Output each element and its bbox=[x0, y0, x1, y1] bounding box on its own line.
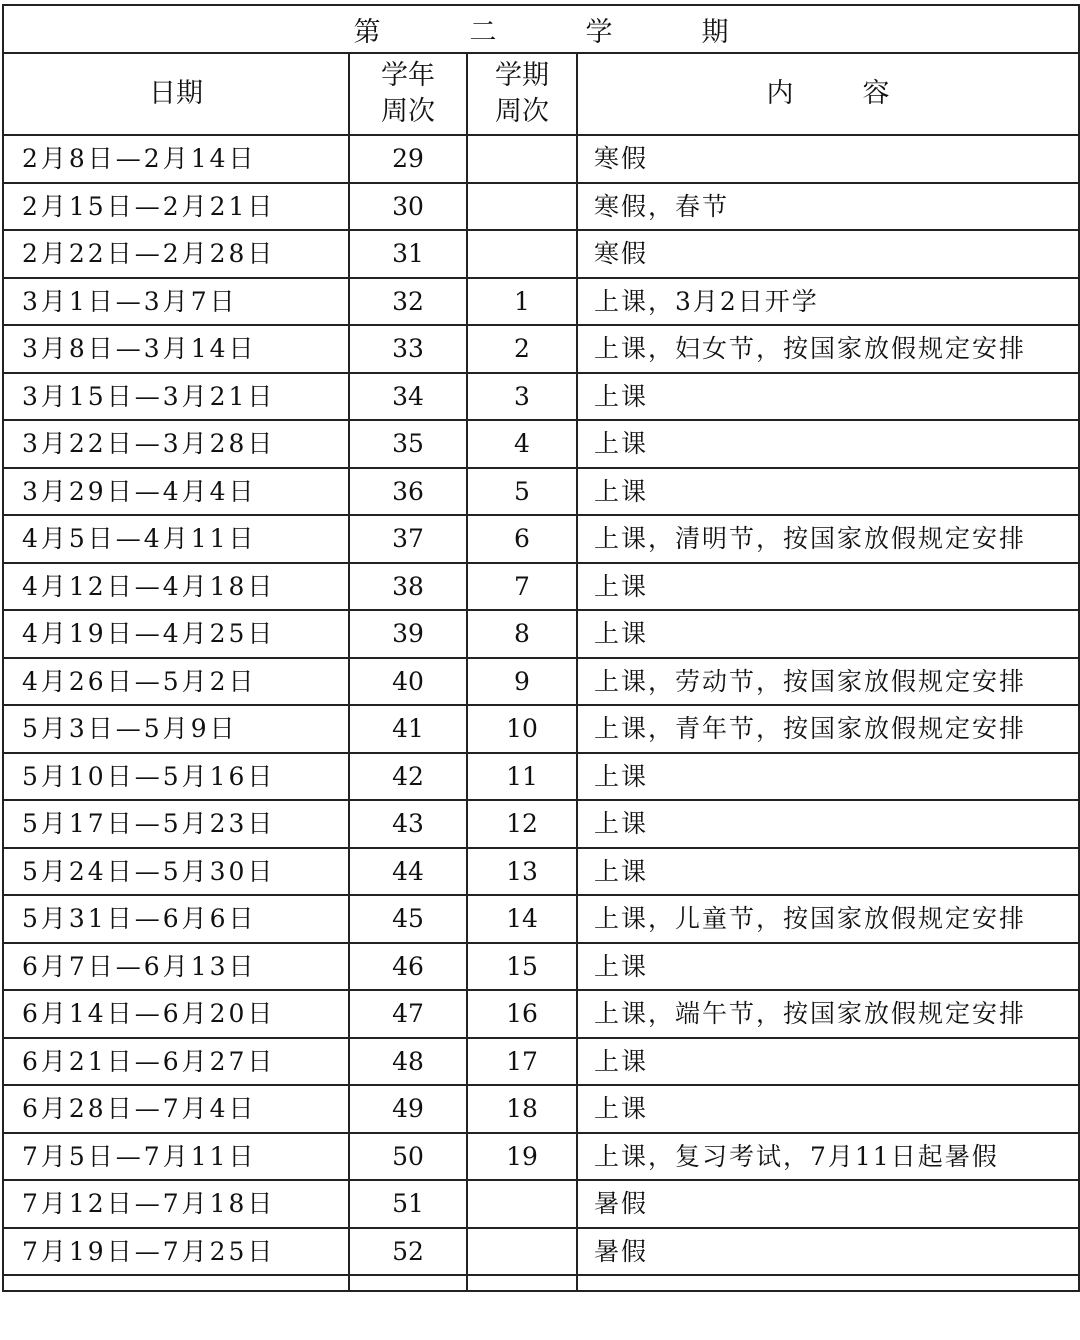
date-cell: 3月8日—3月14日 bbox=[3, 325, 349, 373]
content-cell: 上课，复习考试，7月11日起暑假 bbox=[577, 1133, 1079, 1181]
table-row bbox=[3, 753, 1079, 801]
year-week-cell: 48 bbox=[349, 1038, 467, 1086]
year-week-cell: 35 bbox=[349, 420, 467, 468]
date-cell: 2月8日—2月14日 bbox=[3, 135, 349, 183]
term-week-cell: 11 bbox=[467, 753, 577, 801]
content-cell: 上课，儿童节，按国家放假规定安排 bbox=[577, 895, 1079, 943]
content-column-header bbox=[577, 53, 1079, 135]
date-cell: 4月26日—5月2日 bbox=[3, 658, 349, 706]
content-cell: 上课 bbox=[577, 420, 1079, 468]
table-row bbox=[3, 990, 1079, 1038]
table-row bbox=[3, 135, 1079, 183]
term-week-cell: 16 bbox=[467, 990, 577, 1038]
year-week-cell: 43 bbox=[349, 800, 467, 848]
date-cell: 5月31日—6月6日 bbox=[3, 895, 349, 943]
term-week-cell: 13 bbox=[467, 848, 577, 896]
term-week-cell: 5 bbox=[467, 468, 577, 516]
term-week-cell: 6 bbox=[467, 515, 577, 563]
content-cell: 上课 bbox=[577, 373, 1079, 421]
table-row bbox=[3, 1085, 1079, 1133]
term-week-header-line1: 学期 bbox=[495, 60, 549, 91]
date-column-header bbox=[3, 53, 349, 135]
table-row bbox=[3, 943, 1079, 991]
date-cell: 6月21日—6月27日 bbox=[3, 1038, 349, 1086]
semester-title bbox=[3, 5, 1079, 53]
term-week-cell: 17 bbox=[467, 1038, 577, 1086]
year-week-cell: 29 bbox=[349, 135, 467, 183]
table-row bbox=[3, 1038, 1079, 1086]
term-calendar-table bbox=[2, 4, 1080, 1292]
date-cell: 4月12日—4月18日 bbox=[3, 563, 349, 611]
content-cell: 上课，清明节，按国家放假规定安排 bbox=[577, 515, 1079, 563]
year-week-cell: 47 bbox=[349, 990, 467, 1038]
year-week-cell: 40 bbox=[349, 658, 467, 706]
empty-cell bbox=[467, 1275, 577, 1291]
term-week-cell: 4 bbox=[467, 420, 577, 468]
year-week-header-line1: 学年 bbox=[381, 60, 435, 91]
content-cell: 上课，妇女节，按国家放假规定安排 bbox=[577, 325, 1079, 373]
term-week-cell: 12 bbox=[467, 800, 577, 848]
date-cell: 7月5日—7月11日 bbox=[3, 1133, 349, 1181]
content-cell: 上课 bbox=[577, 943, 1079, 991]
date-cell: 4月5日—4月11日 bbox=[3, 515, 349, 563]
year-week-cell: 38 bbox=[349, 563, 467, 611]
table-row bbox=[3, 420, 1079, 468]
content-header-char: 内 bbox=[766, 78, 794, 109]
content-cell: 上课 bbox=[577, 800, 1079, 848]
content-cell: 上课 bbox=[577, 848, 1079, 896]
term-week-cell: 14 bbox=[467, 895, 577, 943]
empty-cell bbox=[349, 1275, 467, 1291]
table-row bbox=[3, 1180, 1079, 1228]
date-cell: 5月10日—5月16日 bbox=[3, 753, 349, 801]
year-week-cell: 39 bbox=[349, 610, 467, 658]
date-cell: 3月1日—3月7日 bbox=[3, 278, 349, 326]
title-char: 学 bbox=[585, 16, 613, 48]
date-cell: 3月22日—3月28日 bbox=[3, 420, 349, 468]
term-week-cell: 19 bbox=[467, 1133, 577, 1181]
year-week-header-line2: 周次 bbox=[381, 96, 435, 127]
year-week-cell: 42 bbox=[349, 753, 467, 801]
content-cell: 寒假 bbox=[577, 135, 1079, 183]
table-row bbox=[3, 230, 1079, 278]
title-row bbox=[3, 5, 1079, 53]
year-week-cell: 31 bbox=[349, 230, 467, 278]
date-cell: 6月14日—6月20日 bbox=[3, 990, 349, 1038]
term-week-cell: 18 bbox=[467, 1085, 577, 1133]
content-cell: 上课，劳动节，按国家放假规定安排 bbox=[577, 658, 1079, 706]
term-week-cell: 3 bbox=[467, 373, 577, 421]
date-cell: 2月22日—2月28日 bbox=[3, 230, 349, 278]
table-row bbox=[3, 848, 1079, 896]
term-week-cell bbox=[467, 1180, 577, 1228]
empty-cell bbox=[577, 1275, 1079, 1291]
date-cell: 2月15日—2月21日 bbox=[3, 183, 349, 231]
term-week-cell: 9 bbox=[467, 658, 577, 706]
term-week-cell bbox=[467, 183, 577, 231]
title-char: 二 bbox=[469, 16, 497, 48]
date-cell: 3月29日—4月4日 bbox=[3, 468, 349, 516]
table-row bbox=[3, 373, 1079, 421]
content-cell: 寒假 bbox=[577, 230, 1079, 278]
year-week-cell: 34 bbox=[349, 373, 467, 421]
date-cell: 3月15日—3月21日 bbox=[3, 373, 349, 421]
date-cell: 6月7日—6月13日 bbox=[3, 943, 349, 991]
content-cell: 暑假 bbox=[577, 1228, 1079, 1276]
table-row bbox=[3, 658, 1079, 706]
table-row bbox=[3, 183, 1079, 231]
table-row bbox=[3, 563, 1079, 611]
year-week-cell: 37 bbox=[349, 515, 467, 563]
table-row bbox=[3, 895, 1079, 943]
content-cell: 寒假，春节 bbox=[577, 183, 1079, 231]
table-row bbox=[3, 1133, 1079, 1181]
term-week-cell: 8 bbox=[467, 610, 577, 658]
header-row bbox=[3, 53, 1079, 135]
year-week-cell: 51 bbox=[349, 1180, 467, 1228]
table-row bbox=[3, 325, 1079, 373]
content-cell: 上课，3月2日开学 bbox=[577, 278, 1079, 326]
table-row bbox=[3, 278, 1079, 326]
content-cell: 上课 bbox=[577, 1038, 1079, 1086]
year-week-cell: 30 bbox=[349, 183, 467, 231]
cut-off-row bbox=[3, 1275, 1079, 1291]
table-row bbox=[3, 610, 1079, 658]
year-week-cell: 41 bbox=[349, 705, 467, 753]
table-row bbox=[3, 515, 1079, 563]
date-cell: 4月19日—4月25日 bbox=[3, 610, 349, 658]
year-week-column-header bbox=[349, 53, 467, 135]
term-week-cell: 15 bbox=[467, 943, 577, 991]
table-row bbox=[3, 705, 1079, 753]
term-week-cell bbox=[467, 230, 577, 278]
date-cell: 6月28日—7月4日 bbox=[3, 1085, 349, 1133]
table-row bbox=[3, 800, 1079, 848]
title-char: 第 bbox=[353, 16, 381, 48]
date-header-label: 日期 bbox=[149, 78, 203, 109]
date-cell: 7月19日—7月25日 bbox=[3, 1228, 349, 1276]
year-week-cell: 33 bbox=[349, 325, 467, 373]
date-cell: 5月3日—5月9日 bbox=[3, 705, 349, 753]
content-cell: 上课，端午节，按国家放假规定安排 bbox=[577, 990, 1079, 1038]
term-week-column-header bbox=[467, 53, 577, 135]
date-cell: 5月24日—5月30日 bbox=[3, 848, 349, 896]
content-cell: 暑假 bbox=[577, 1180, 1079, 1228]
date-cell: 5月17日—5月23日 bbox=[3, 800, 349, 848]
term-week-cell: 2 bbox=[467, 325, 577, 373]
content-cell: 上课 bbox=[577, 1085, 1079, 1133]
content-header-char: 容 bbox=[862, 78, 890, 109]
term-week-cell: 10 bbox=[467, 705, 577, 753]
term-week-cell bbox=[467, 1228, 577, 1276]
empty-cell bbox=[3, 1275, 349, 1291]
term-week-header-line2: 周次 bbox=[495, 96, 549, 127]
content-cell: 上课，青年节，按国家放假规定安排 bbox=[577, 705, 1079, 753]
year-week-cell: 52 bbox=[349, 1228, 467, 1276]
content-cell: 上课 bbox=[577, 468, 1079, 516]
year-week-cell: 44 bbox=[349, 848, 467, 896]
year-week-cell: 32 bbox=[349, 278, 467, 326]
year-week-cell: 50 bbox=[349, 1133, 467, 1181]
year-week-cell: 36 bbox=[349, 468, 467, 516]
table-row bbox=[3, 468, 1079, 516]
year-week-cell: 46 bbox=[349, 943, 467, 991]
content-cell: 上课 bbox=[577, 610, 1079, 658]
term-week-cell bbox=[467, 135, 577, 183]
content-cell: 上课 bbox=[577, 753, 1079, 801]
year-week-cell: 45 bbox=[349, 895, 467, 943]
term-week-cell: 1 bbox=[467, 278, 577, 326]
title-char: 期 bbox=[701, 16, 729, 48]
table-row bbox=[3, 1228, 1079, 1276]
table-body bbox=[3, 5, 1079, 1291]
year-week-cell: 49 bbox=[349, 1085, 467, 1133]
content-cell: 上课 bbox=[577, 563, 1079, 611]
term-week-cell: 7 bbox=[467, 563, 577, 611]
date-cell: 7月12日—7月18日 bbox=[3, 1180, 349, 1228]
